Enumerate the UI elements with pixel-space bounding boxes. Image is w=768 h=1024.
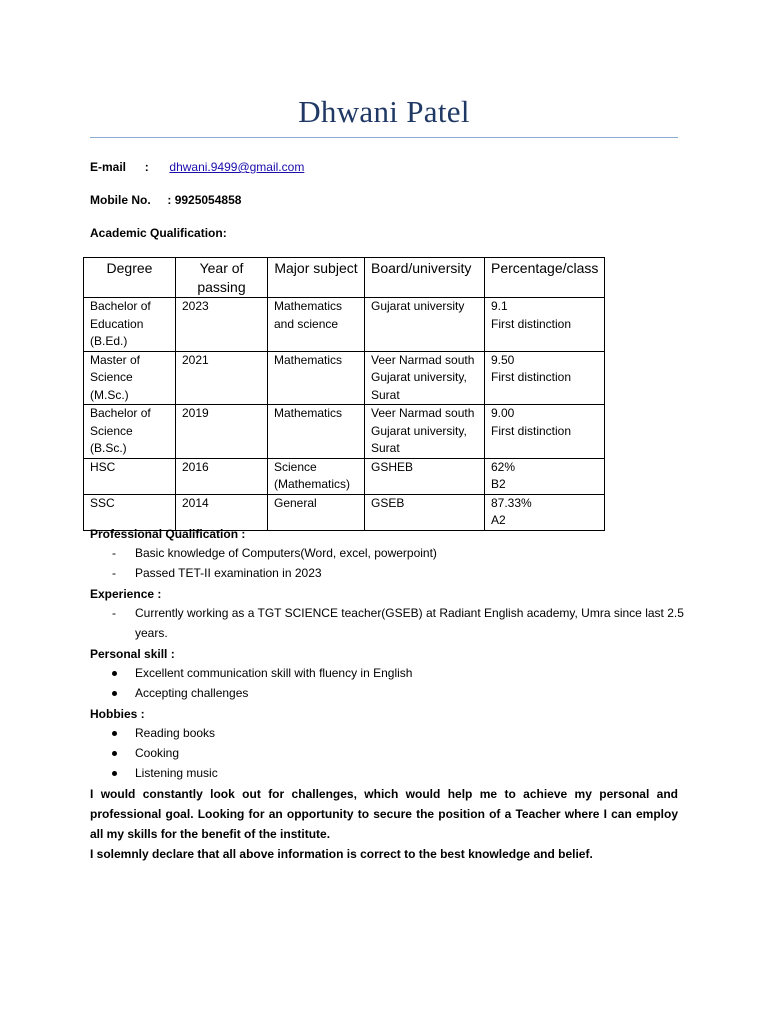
cell-percentage: 9.1 First distinction	[485, 298, 605, 352]
dash-marker: -	[112, 546, 116, 560]
bullet-icon	[112, 771, 117, 776]
cell-board: Gujarat university	[365, 298, 485, 352]
hobbies-heading: Hobbies :	[90, 707, 145, 721]
header-board: Board/university	[365, 258, 485, 298]
mobile-value: : 9925054858	[167, 193, 242, 207]
cell-board: GSHEB	[365, 458, 485, 494]
cell-percentage: 9.50 First distinction	[485, 351, 605, 405]
objective-paragraph: I would constantly look out for challenges, which would help me to achieve my personal and professional goal. Looking for an opportunity to secure the position of a Teacher where I can employ all my skills for the benefit of the institute.	[90, 787, 678, 841]
professional-list	[90, 543, 690, 583]
table-row	[84, 494, 605, 530]
academic-heading: Academic Qualification:	[90, 226, 227, 240]
experience-list	[90, 603, 690, 643]
bullet-icon	[112, 731, 117, 736]
personal-skill-list	[90, 663, 690, 703]
email-separator: :	[144, 160, 149, 174]
table-row	[84, 298, 605, 352]
cell-year: 2016	[176, 458, 268, 494]
email-link[interactable]: dhwani.9499@gmail.com	[169, 160, 305, 174]
personal-skill-heading: Personal skill :	[90, 647, 175, 661]
list-item: Accepting challenges	[90, 683, 690, 703]
cell-degree: Bachelor of Education (B.Ed.)	[84, 298, 176, 352]
list-item: - Basic knowledge of Computers(Word, excel, powerpoint)	[90, 543, 690, 563]
cell-board: GSEB	[365, 494, 485, 530]
mobile-label: Mobile No.	[90, 193, 151, 207]
header-degree: Degree	[84, 258, 176, 298]
cell-subject: Mathematics	[268, 405, 365, 459]
list-item: Listening music	[90, 763, 690, 783]
cell-percentage: 62% B2	[485, 458, 605, 494]
table-row	[84, 351, 605, 405]
cell-subject: Science (Mathematics)	[268, 458, 365, 494]
cell-degree: SSC	[84, 494, 176, 530]
list-item: - Passed TET-II examination in 2023	[90, 563, 690, 583]
mobile-row	[90, 192, 241, 208]
table-row	[84, 405, 605, 459]
cell-year: 2021	[176, 351, 268, 405]
table-row	[84, 458, 605, 494]
cell-board: Veer Narmad south Gujarat university, Surat	[365, 405, 485, 459]
cell-degree: Master of Science (M.Sc.)	[84, 351, 176, 405]
declaration-paragraph: I solemnly declare that all above information is correct to the best knowledge and belief.	[90, 847, 593, 861]
bullet-icon	[112, 671, 117, 676]
cell-percentage: 9.00 First distinction	[485, 405, 605, 459]
cell-subject: Mathematics	[268, 351, 365, 405]
email-label: E-mail	[90, 160, 127, 174]
education-table	[83, 257, 605, 531]
dash-marker: -	[112, 566, 116, 580]
experience-heading: Experience :	[90, 587, 162, 601]
cell-subject: Mathematics and science	[268, 298, 365, 352]
cell-year: 2019	[176, 405, 268, 459]
bullet-icon	[112, 691, 117, 696]
cell-year: 2014	[176, 494, 268, 530]
dash-marker: -	[112, 606, 116, 620]
title-divider	[90, 137, 678, 138]
candidate-name: Dhwani Patel	[298, 94, 470, 129]
list-item: Reading books	[90, 723, 690, 743]
professional-heading: Professional Qualification :	[90, 527, 246, 541]
cell-year: 2023	[176, 298, 268, 352]
cell-degree: Bachelor of Science (B.Sc.)	[84, 405, 176, 459]
list-item: - Currently working as a TGT SCIENCE teacher(GSEB) at Radiant English academy, Umra since last 2.5 years.	[90, 603, 690, 643]
header-percentage: Percentage/class	[485, 258, 605, 298]
table-header-row	[84, 258, 605, 298]
bullet-icon	[112, 751, 117, 756]
cell-board: Veer Narmad south Gujarat university, Surat	[365, 351, 485, 405]
hobbies-list	[90, 723, 690, 783]
cell-percentage: 87.33% A2	[485, 494, 605, 530]
cell-subject: General	[268, 494, 365, 530]
list-item: Excellent communication skill with fluency in English	[90, 663, 690, 683]
cell-degree: HSC	[84, 458, 176, 494]
header-subject: Major subject	[268, 258, 365, 298]
header-year: Year of passing	[176, 258, 268, 298]
list-item: Cooking	[90, 743, 690, 763]
email-row	[90, 159, 304, 175]
